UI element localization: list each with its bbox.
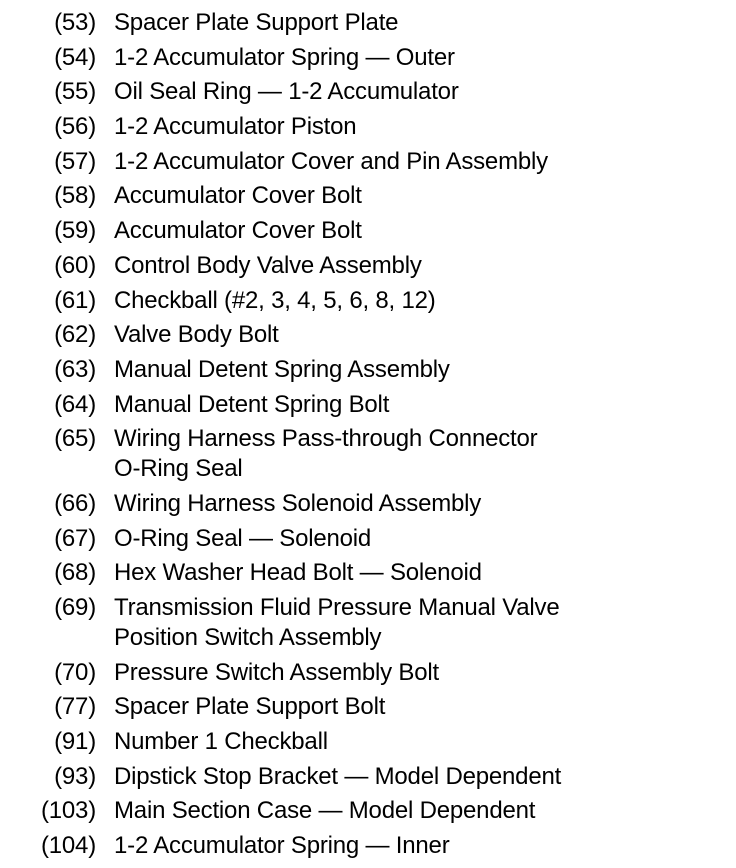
part-row bbox=[0, 593, 736, 653]
part-description bbox=[114, 727, 714, 757]
part-description-line: Manual Detent Spring Assembly bbox=[114, 355, 450, 383]
part-description bbox=[114, 147, 714, 177]
part-description-line: Accumulator Cover Bolt bbox=[114, 182, 362, 210]
part-row bbox=[0, 77, 736, 107]
part-row bbox=[0, 286, 736, 316]
part-number: (103) bbox=[40, 797, 96, 825]
part-row bbox=[0, 762, 736, 792]
part-row bbox=[0, 8, 736, 38]
part-number: (69) bbox=[54, 594, 96, 621]
part-number: (66) bbox=[54, 489, 96, 517]
part-description bbox=[114, 112, 714, 142]
part-description bbox=[114, 355, 714, 385]
part-description-line: 1-2 Accumulator Spring — Outer bbox=[114, 43, 455, 71]
part-description-line: Position Switch Assembly bbox=[114, 624, 382, 651]
part-description bbox=[114, 181, 714, 211]
part-description-line: Checkball (#2, 3, 4, 5, 6, 8, 12) bbox=[114, 286, 436, 314]
part-description-line: 1-2 Accumulator Piston bbox=[114, 113, 357, 141]
part-row bbox=[0, 320, 736, 350]
part-row bbox=[0, 147, 736, 177]
part-description-line: Spacer Plate Support Plate bbox=[114, 9, 399, 36]
part-description-line: Pressure Switch Assembly Bolt bbox=[114, 658, 439, 686]
part-description bbox=[114, 424, 714, 484]
part-row bbox=[0, 390, 736, 420]
part-description bbox=[114, 658, 714, 688]
part-description bbox=[114, 251, 714, 281]
part-description-line: Control Body Valve Assembly bbox=[114, 251, 422, 279]
part-description bbox=[114, 796, 714, 826]
part-number: (64) bbox=[54, 390, 96, 418]
part-number: (55) bbox=[54, 78, 96, 106]
part-number: (67) bbox=[54, 524, 96, 552]
part-description bbox=[114, 286, 714, 316]
part-number: (58) bbox=[54, 182, 96, 210]
parts-legend-list bbox=[0, 8, 736, 866]
part-description-line: Valve Body Bolt bbox=[114, 321, 279, 349]
part-description bbox=[114, 831, 714, 861]
part-description bbox=[114, 593, 714, 653]
part-description bbox=[114, 692, 714, 722]
part-row bbox=[0, 112, 736, 142]
part-description-line: Dipstick Stop Bracket — Model Dependent bbox=[114, 762, 562, 790]
part-row bbox=[0, 43, 736, 73]
part-row bbox=[0, 424, 736, 484]
part-row bbox=[0, 692, 736, 722]
part-number: (77) bbox=[54, 693, 96, 721]
part-description-line: 1-2 Accumulator Spring — Inner bbox=[114, 832, 450, 860]
part-number: (59) bbox=[54, 217, 96, 245]
part-description-line: Manual Detent Spring Bolt bbox=[114, 390, 390, 418]
part-number: (61) bbox=[54, 286, 96, 314]
part-number: (91) bbox=[54, 728, 96, 756]
part-number: (54) bbox=[54, 43, 96, 71]
part-description-line: Main Section Case — Model Dependent bbox=[114, 797, 536, 825]
part-description bbox=[114, 524, 714, 554]
part-description-line: Accumulator Cover Bolt bbox=[114, 217, 362, 245]
part-description-line: O-Ring Seal — Solenoid bbox=[114, 524, 372, 552]
part-description bbox=[114, 8, 714, 38]
part-description bbox=[114, 77, 714, 107]
part-description-line: Spacer Plate Support Bolt bbox=[114, 693, 386, 721]
part-number: (70) bbox=[54, 658, 96, 686]
part-row bbox=[0, 181, 736, 211]
part-description bbox=[114, 390, 714, 420]
part-row bbox=[0, 524, 736, 554]
part-row bbox=[0, 658, 736, 688]
part-description-line: Oil Seal Ring — 1-2 Accumulator bbox=[114, 78, 459, 106]
part-description-line: Wiring Harness Solenoid Assembly bbox=[114, 489, 482, 517]
part-description bbox=[114, 43, 714, 73]
part-row bbox=[0, 727, 736, 757]
part-number: (65) bbox=[54, 425, 96, 453]
part-number: (104) bbox=[40, 832, 96, 860]
part-row bbox=[0, 796, 736, 826]
part-number: (53) bbox=[54, 9, 96, 36]
part-number: (93) bbox=[54, 762, 96, 790]
part-number: (63) bbox=[54, 355, 96, 383]
part-row bbox=[0, 489, 736, 519]
part-row bbox=[0, 251, 736, 281]
part-number: (57) bbox=[54, 147, 96, 175]
part-description-line: Wiring Harness Pass-through Connector bbox=[114, 425, 538, 453]
part-number: (68) bbox=[54, 559, 96, 587]
part-number: (62) bbox=[54, 321, 96, 349]
part-row bbox=[0, 558, 736, 588]
part-description-line: Number 1 Checkball bbox=[114, 728, 328, 756]
part-description-line: 1-2 Accumulator Cover and Pin Assembly bbox=[114, 147, 548, 175]
part-row bbox=[0, 355, 736, 385]
part-row bbox=[0, 216, 736, 246]
part-description bbox=[114, 489, 714, 519]
part-number: (60) bbox=[54, 251, 96, 279]
part-description-line: Transmission Fluid Pressure Manual Valve bbox=[114, 594, 560, 621]
part-description bbox=[114, 762, 714, 792]
part-description bbox=[114, 216, 714, 246]
part-number: (56) bbox=[54, 113, 96, 141]
part-description-line: O-Ring Seal bbox=[114, 455, 243, 483]
part-description bbox=[114, 558, 714, 588]
part-row bbox=[0, 831, 736, 861]
part-description bbox=[114, 320, 714, 350]
part-description-line: Hex Washer Head Bolt — Solenoid bbox=[114, 559, 482, 587]
